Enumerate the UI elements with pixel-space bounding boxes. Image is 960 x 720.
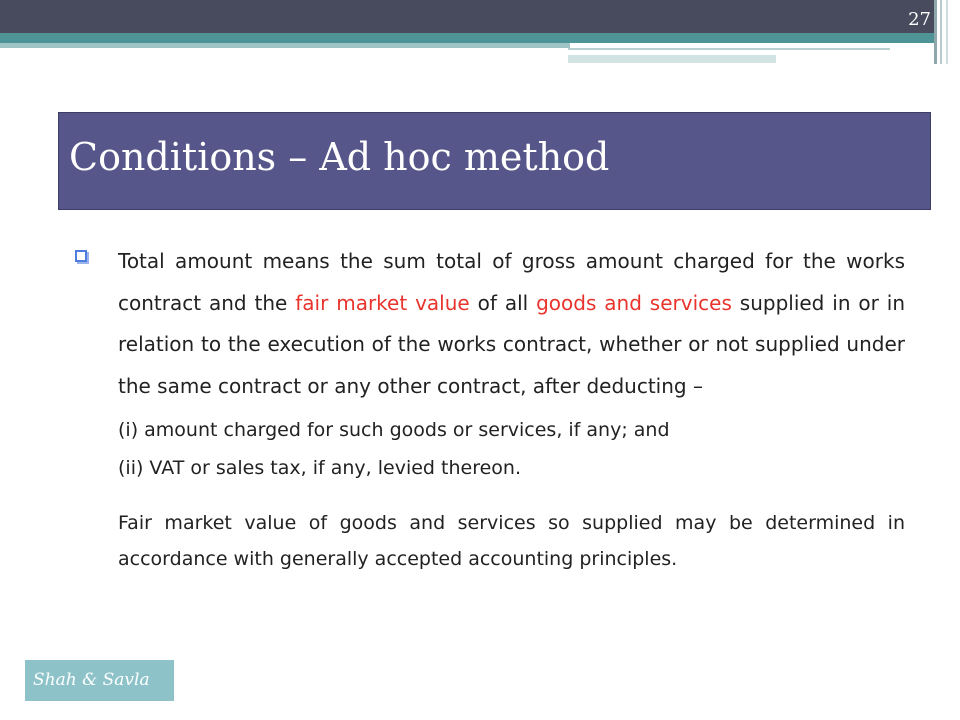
sub-list xyxy=(118,411,905,487)
top-teal-stripe xyxy=(0,33,935,43)
bullet-text-part: supplied in or in relation to the execution of the works contract, whether or not supplied under the same contract or any other contract, after deducting – xyxy=(118,290,906,398)
highlighted-term: goods and services xyxy=(536,290,732,315)
note-paragraph: Fair market value of goods and services so supplied may be determined in accordance with generally accepted accounting principles. xyxy=(118,512,905,570)
bullet-point xyxy=(75,241,905,407)
top-light-stripe xyxy=(0,43,570,48)
top-accent-block xyxy=(568,55,776,63)
sub-list-item: (i) amount charged for such goods or services, if any; and xyxy=(118,419,670,441)
top-accent-line xyxy=(568,48,890,54)
vertical-accent-line xyxy=(940,0,942,64)
footer-badge xyxy=(25,660,174,701)
bullet-text xyxy=(118,241,905,407)
square-bullet-icon xyxy=(75,250,87,262)
slide-title: Conditions – Ad hoc method xyxy=(69,135,610,179)
page-number: 27 xyxy=(908,9,931,30)
highlighted-term: fair market value xyxy=(295,290,470,315)
sub-list-item: (ii) VAT or sales tax, if any, levied thereon. xyxy=(118,457,521,479)
bullet-text-part: Total amount means the sum total of gross amount charged for the works contract and the xyxy=(118,249,905,315)
slide-content xyxy=(75,241,905,577)
top-decorative-bar xyxy=(0,0,935,33)
vertical-accent-line xyxy=(946,0,948,64)
title-banner xyxy=(58,112,931,210)
bullet-text-part: of all xyxy=(469,290,537,315)
footer-author: Shah & Savla xyxy=(33,670,150,690)
vertical-accent-line xyxy=(934,0,937,64)
